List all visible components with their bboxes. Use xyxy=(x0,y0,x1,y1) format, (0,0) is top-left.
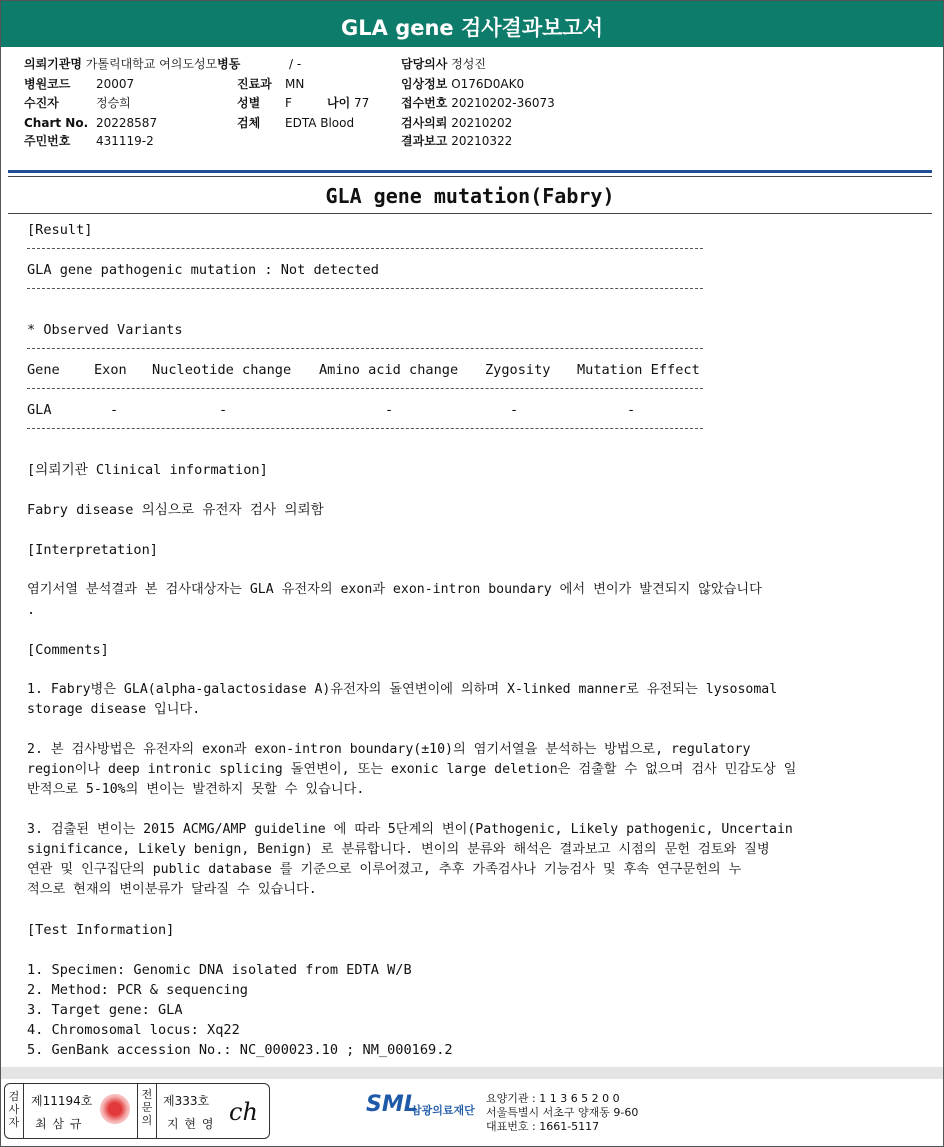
report-header-title: GLA gene 검사결과보고서 xyxy=(1,1,943,47)
comment-2-line-1: 2. 본 검사방법은 유전자의 exon과 exon-intron boundary(±10)의 염기서열을 분석하는 방법으로, regulatory xyxy=(27,742,751,757)
interpretation-line-2: . xyxy=(27,602,36,618)
value-hospital: 가톨릭대학교 여의도성모 xyxy=(85,57,218,71)
label-ward: 병동 xyxy=(217,57,241,71)
test-info-item: 1. Specimen: Genomic DNA isolated from EDTA W/B xyxy=(27,962,412,978)
variants-heading: * Observed Variants xyxy=(27,322,183,338)
value-age: 77 xyxy=(354,96,370,110)
label-report-date: 결과보고 xyxy=(401,134,448,148)
test-info-heading: [Test Information] xyxy=(27,922,175,938)
label-accession: 접수번호 xyxy=(401,96,448,110)
cell-amino-acid: - xyxy=(385,402,394,418)
inspector-seal-icon xyxy=(100,1094,130,1124)
org-address: 서울특별시 서초구 양재동 9-60 xyxy=(486,1106,639,1119)
comment-1-line-1: 1. Fabry병은 GLA(alpha-galactosidase A)유전자의 돌연변이에 의하며 X-linked manner로 유전되는 lysosomal xyxy=(27,682,778,697)
specialist-license: 제333호 xyxy=(163,1094,210,1108)
test-info-item: 5. GenBank accession No.: NC_000023.10 ; NM_000169.2 xyxy=(27,1042,453,1058)
value-doctor: 정성진 xyxy=(451,57,486,71)
col-exon: Exon xyxy=(94,362,127,378)
value-patient: 정승희 xyxy=(96,96,131,110)
divider xyxy=(27,428,703,429)
value-specimen: EDTA Blood xyxy=(285,116,355,130)
test-info-item: 3. Target gene: GLA xyxy=(27,1002,183,1018)
interpretation-line-1: 염기서열 분석결과 본 검사대상자는 GLA 유전자의 exon과 exon-intron boundary 에서 변이가 발견되지 않았습니다 xyxy=(27,582,762,597)
clinical-heading: [의뢰기관 Clinical information] xyxy=(27,462,268,478)
report-title: GLA gene mutation(Fabry) xyxy=(8,176,932,214)
label-department: 진료과 xyxy=(237,77,272,91)
label-chart-no: Chart No. xyxy=(24,116,89,130)
signature-box xyxy=(4,1083,270,1139)
value-chart-no: 20228587 xyxy=(96,116,158,130)
label-clinical-info: 임상정보 xyxy=(401,77,448,91)
value-sex: F xyxy=(285,96,292,110)
comments-heading: [Comments] xyxy=(27,642,109,658)
clinical-text: Fabry disease 의심으로 유전자 검사 의뢰함 xyxy=(27,502,324,518)
label-sex: 성별 xyxy=(237,96,261,110)
divider xyxy=(27,388,703,389)
col-amino-acid: Amino acid change xyxy=(319,362,459,378)
label-request-date: 검사의뢰 xyxy=(401,116,448,130)
footer-divider xyxy=(1,1067,943,1079)
comment-3-line-3: 연관 및 인구집단의 public database 를 기준으로 이루어졌고, 추후 가족검사나 기능검사 및 후속 연구문헌의 누 xyxy=(27,862,742,877)
comment-3-line-1: 3. 검출된 변이는 2015 ACMG/AMP guideline 에 따라 5단계의 변이(Pathogenic, Likely pathogenic, Uncertain xyxy=(27,822,793,837)
value-clinical-info: O176D0AK0 xyxy=(451,77,525,91)
label-doctor: 담당의사 xyxy=(401,57,448,71)
comment-3-line-4: 적으로 현재의 변이분류가 달라질 수 있습니다. xyxy=(27,882,317,897)
label-resident-no: 주민번호 xyxy=(24,134,71,148)
result-summary: GLA gene pathogenic mutation : Not detected xyxy=(27,262,379,278)
test-info-item: 2. Method: PCR & sequencing xyxy=(27,982,248,998)
value-hospital-code: 20007 xyxy=(96,77,135,91)
value-ward: / - xyxy=(289,57,302,71)
comment-2-line-2: region이나 deep intronic splicing 돌연변이, 또는 exonic large deletion은 검출할 수 없으며 검사 민감도상 일 xyxy=(27,762,797,777)
inspector-name: 최 삼 규 xyxy=(35,1117,83,1131)
sml-logo: SML xyxy=(366,1092,418,1117)
institution-code: 요양기관 : 1 1 3 6 5 2 0 0 xyxy=(486,1092,620,1105)
divider xyxy=(27,348,703,349)
specialist-label: 전문의 xyxy=(137,1084,157,1138)
header-divider xyxy=(8,170,932,173)
result-heading: [Result] xyxy=(27,222,93,238)
inspector-label: 검사자 xyxy=(5,1084,24,1138)
cell-zygosity: - xyxy=(510,402,519,418)
comment-2-line-3: 반적으로 5-10%의 변이는 발견하지 못할 수 있습니다. xyxy=(27,782,365,797)
test-info-item: 4. Chromosomal locus: Xq22 xyxy=(27,1022,240,1038)
label-age: 나이 xyxy=(327,96,351,110)
value-report-date: 20210322 xyxy=(451,134,513,148)
col-mutation-effect: Mutation Effect xyxy=(577,362,700,378)
value-accession: 20210202-36073 xyxy=(451,96,555,110)
cell-mutation-effect: - xyxy=(627,402,636,418)
cell-gene: GLA xyxy=(27,402,52,418)
label-hospital-code: 병원코드 xyxy=(24,77,71,91)
value-resident-no: 431119-2 xyxy=(96,134,154,148)
comment-1-line-2: storage disease 입니다. xyxy=(27,702,201,717)
label-specimen: 검체 xyxy=(237,116,261,130)
comment-3-line-2: significance, Likely benign, Benign) 로 분류합니다. 변이의 분류와 해석은 결과보고 시점의 문헌 검토와 질병 xyxy=(27,842,770,857)
specialist-name: 지 현 영 xyxy=(167,1117,215,1131)
org-phone: 대표번호 : 1661-5117 xyxy=(486,1120,600,1133)
col-nucleotide: Nucleotide change xyxy=(152,362,292,378)
org-name: 삼광의료재단 xyxy=(411,1104,475,1117)
col-zygosity: Zygosity xyxy=(485,362,551,378)
divider xyxy=(27,288,703,289)
divider xyxy=(27,248,703,249)
col-gene: Gene xyxy=(27,362,60,378)
interpretation-heading: [Interpretation] xyxy=(27,542,158,558)
signature-icon: ch xyxy=(229,1098,258,1126)
label-patient: 수진자 xyxy=(24,96,59,110)
cell-exon: - xyxy=(110,402,119,418)
inspector-license: 제11194호 xyxy=(31,1094,93,1108)
value-department: MN xyxy=(285,77,305,91)
value-request-date: 20210202 xyxy=(451,116,513,130)
cell-nucleotide: - xyxy=(219,402,228,418)
label-hospital: 의뢰기관명 xyxy=(24,57,82,71)
